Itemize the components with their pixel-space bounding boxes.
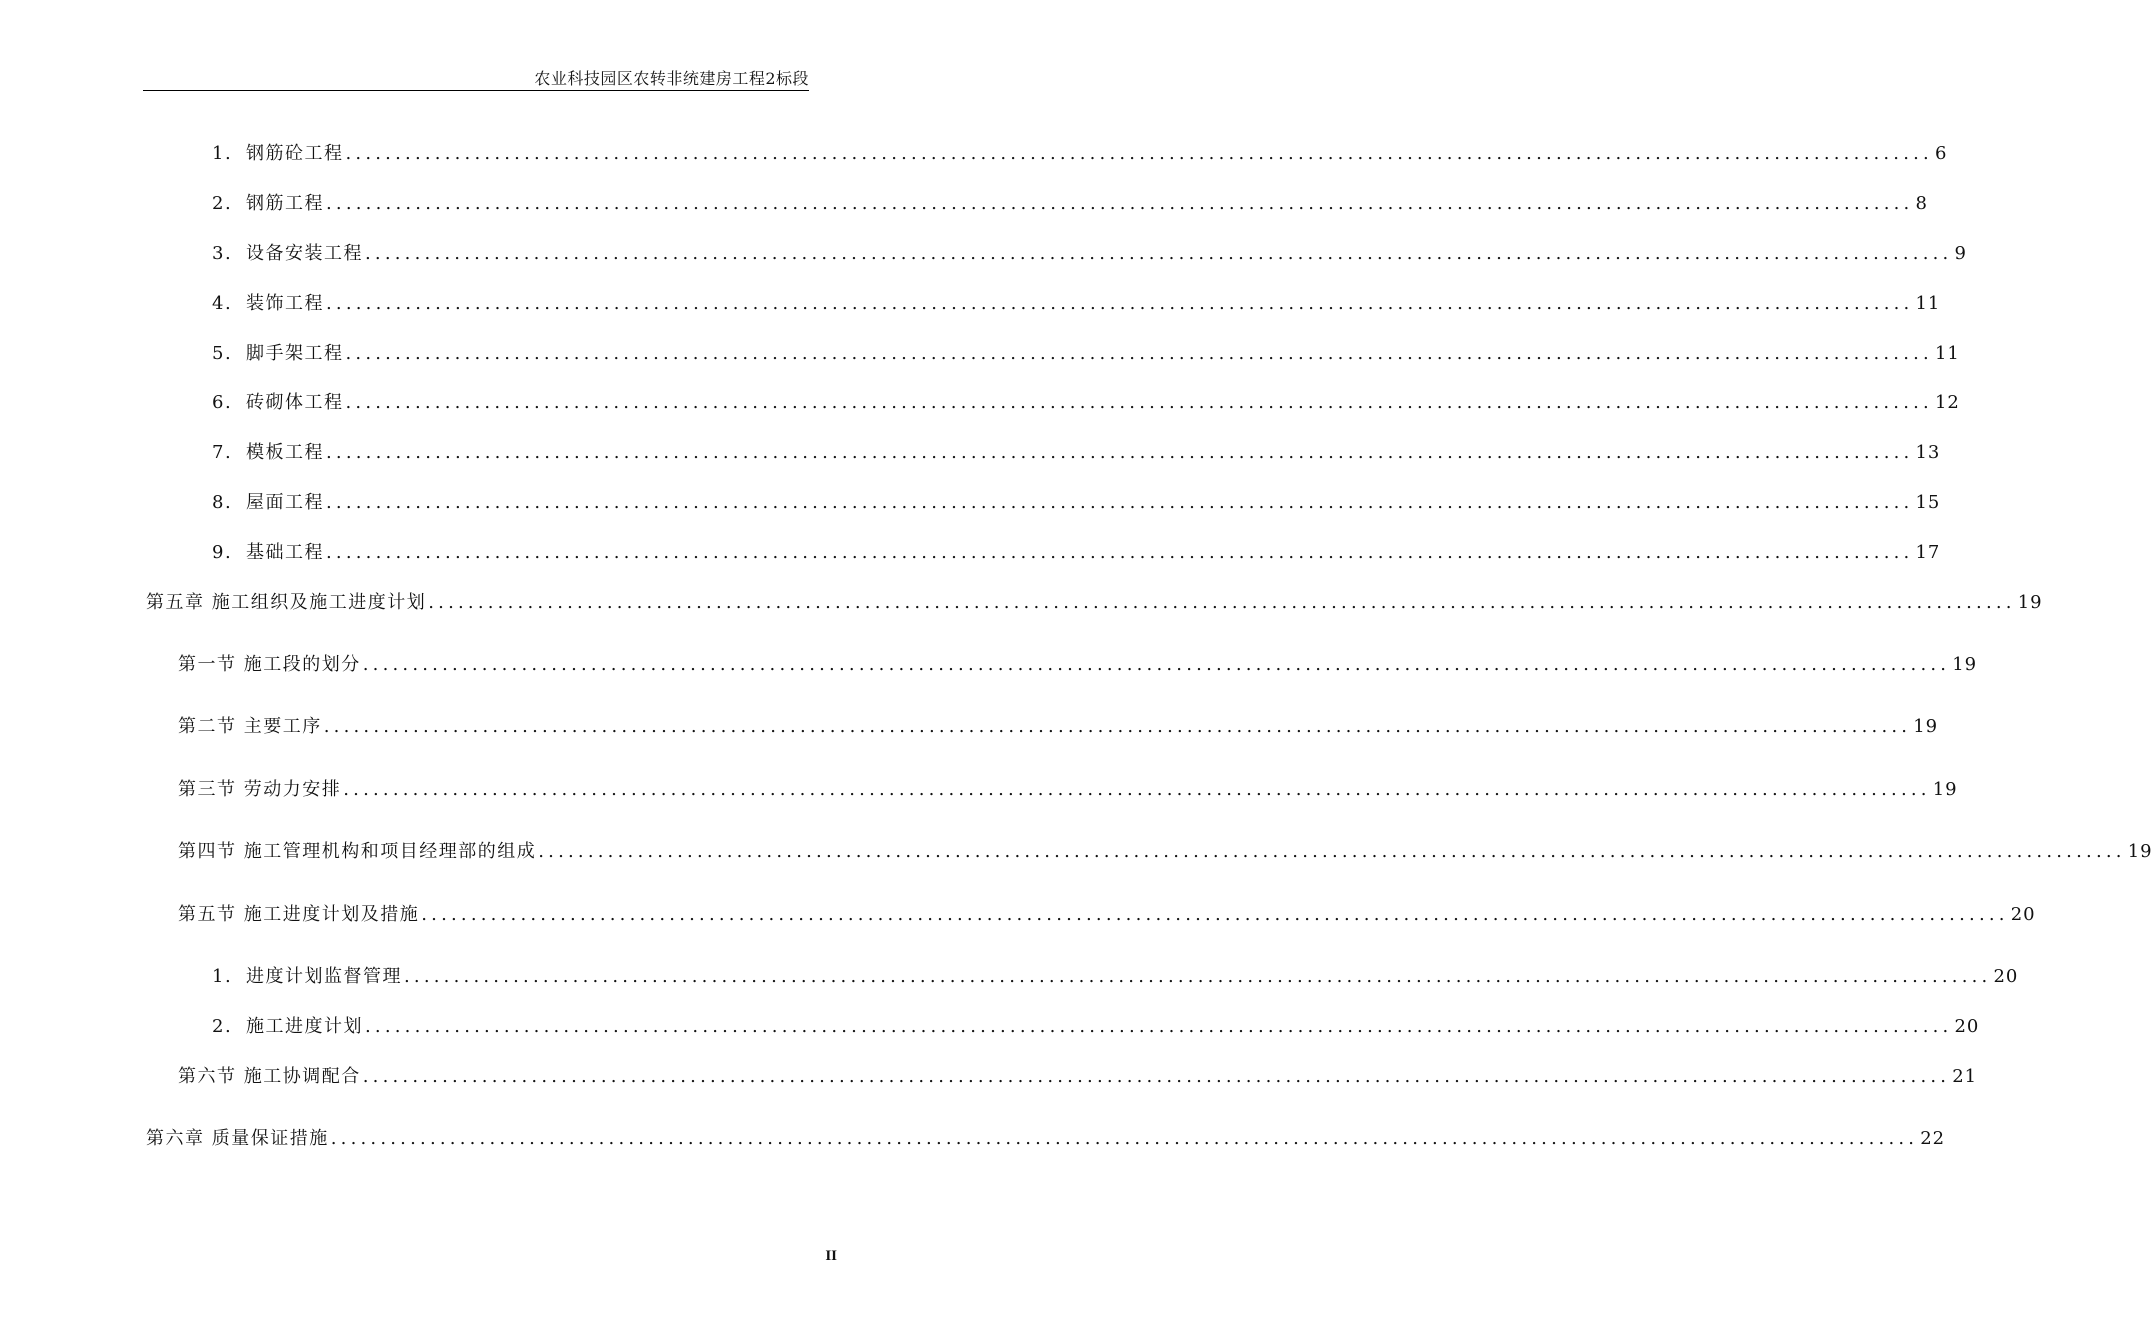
toc-dot-leader: ................................................................................................................................................................ bbox=[365, 1016, 1953, 1037]
toc-entry bbox=[212, 538, 1941, 564]
toc-dot-leader: ................................................................................................................................................................ bbox=[362, 654, 1951, 675]
toc-entry-page: 6 bbox=[1934, 143, 1948, 164]
toc-entry bbox=[212, 339, 1960, 365]
toc-entry-page: 20 bbox=[1993, 966, 2019, 987]
toc-dot-leader: ................................................................................................................................................................ bbox=[323, 716, 1912, 737]
toc-dot-leader: ................................................................................................................................................................ bbox=[326, 442, 1914, 463]
toc-dot-leader: ................................................................................................................................................................ bbox=[345, 343, 1933, 364]
toc-entry-number: 1. bbox=[212, 966, 233, 987]
toc-entry-number: 3. bbox=[212, 243, 233, 264]
toc-entry-page: 11 bbox=[1934, 343, 1960, 364]
toc-entry-title: 第三节 劳动力安排 bbox=[178, 779, 342, 800]
toc-entry-page: 8 bbox=[1915, 193, 1928, 214]
toc-entry bbox=[212, 388, 1960, 414]
toc-entry-number: 1. bbox=[212, 143, 233, 164]
toc-entry bbox=[212, 239, 1967, 265]
toc-entry bbox=[212, 438, 1941, 464]
toc-entry-page: 15 bbox=[1915, 492, 1941, 513]
toc-dot-leader: ................................................................................................................................................................ bbox=[326, 492, 1914, 513]
toc-dot-leader: ................................................................................................................................................................ bbox=[343, 779, 1931, 800]
toc-entry-number: 4. bbox=[212, 293, 233, 314]
toc-entry-title: 装饰工程 bbox=[246, 293, 324, 314]
toc-entry-title: 屋面工程 bbox=[246, 492, 324, 513]
toc-entry-title: 钢筋砼工程 bbox=[246, 143, 344, 164]
toc-dot-leader: ................................................................................................................................................................ bbox=[330, 1128, 1919, 1149]
toc-entry-page: 19 bbox=[1913, 716, 1939, 737]
toc-entry-page: 13 bbox=[1915, 442, 1941, 463]
toc-entry bbox=[212, 962, 2019, 988]
toc-entry-page: 20 bbox=[2010, 904, 2036, 925]
toc-dot-leader: ................................................................................................................................................................ bbox=[345, 143, 1933, 164]
toc-entry bbox=[212, 139, 1948, 165]
toc-entry-title: 施工进度计划 bbox=[246, 1016, 363, 1037]
page-number: II bbox=[825, 1248, 837, 1264]
toc-entry-page: 19 bbox=[2017, 592, 2043, 613]
toc-entry-title: 第二节 主要工序 bbox=[178, 716, 322, 737]
toc-entry-title: 脚手架工程 bbox=[246, 343, 344, 364]
toc-dot-leader: ................................................................................................................................................................ bbox=[421, 904, 2009, 925]
toc-dot-leader: ................................................................................................................................................................ bbox=[326, 193, 1914, 214]
toc-entry-title: 基础工程 bbox=[246, 542, 324, 563]
toc-entry-page: 19 bbox=[1932, 779, 1958, 800]
toc-entry-page: 22 bbox=[1920, 1128, 1946, 1149]
toc-entry-title: 第六章 质量保证措施 bbox=[146, 1128, 329, 1149]
toc-entry-number: 5. bbox=[212, 343, 233, 364]
toc-entry bbox=[178, 1062, 1978, 1088]
toc-entry-title: 设备安装工程 bbox=[246, 243, 363, 264]
toc-entry-title: 砖砌体工程 bbox=[246, 392, 344, 413]
toc-entry bbox=[178, 775, 1958, 801]
toc-entry bbox=[212, 289, 1941, 315]
toc-entry-page: 11 bbox=[1915, 293, 1941, 314]
toc-entry-page: 21 bbox=[1952, 1066, 1978, 1087]
toc-entry bbox=[212, 189, 1928, 215]
toc-entry bbox=[212, 488, 1941, 514]
toc-entry-page: 20 bbox=[1954, 1016, 1980, 1037]
toc-entry-title: 第四节 施工管理机构和项目经理部的组成 bbox=[178, 841, 537, 862]
toc-entry-number: 2. bbox=[212, 1016, 233, 1037]
toc-entry-page: 19 bbox=[2127, 841, 2153, 862]
toc-entry bbox=[146, 1124, 1946, 1150]
toc-entry-title: 进度计划监督管理 bbox=[246, 966, 402, 987]
toc-entry-number: 9. bbox=[212, 542, 233, 563]
toc-entry-title: 第五节 施工进度计划及措施 bbox=[178, 904, 420, 925]
toc-entry-title: 第一节 施工段的划分 bbox=[178, 654, 361, 675]
toc-entry bbox=[146, 588, 2043, 614]
toc-entry-page: 12 bbox=[1934, 392, 1960, 413]
toc-entry-title: 钢筋工程 bbox=[246, 193, 324, 214]
toc-entry-number: 6. bbox=[212, 392, 233, 413]
toc-entry bbox=[178, 712, 1939, 738]
toc-entry-title: 第六节 施工协调配合 bbox=[178, 1066, 361, 1087]
toc-entry bbox=[178, 837, 2153, 863]
toc-entry-number: 2. bbox=[212, 193, 233, 214]
toc-entry-page: 9 bbox=[1954, 243, 1967, 264]
toc-dot-leader: ................................................................................................................................................................ bbox=[345, 392, 1933, 413]
toc-dot-leader: ................................................................................................................................................................ bbox=[326, 293, 1914, 314]
toc-dot-leader: ................................................................................................................................................................ bbox=[428, 592, 2016, 613]
toc-dot-leader: ................................................................................................................................................................ bbox=[538, 841, 2126, 862]
toc-entry bbox=[212, 1012, 1980, 1038]
toc-entry bbox=[178, 650, 1978, 676]
toc-entry-number: 8. bbox=[212, 492, 233, 513]
toc-entry bbox=[178, 900, 2036, 926]
toc-dot-leader: ................................................................................................................................................................ bbox=[362, 1066, 1951, 1087]
toc-entry-title: 第五章 施工组织及施工进度计划 bbox=[146, 592, 427, 613]
header-title: 农业科技园区农转非统建房工程2标段 bbox=[534, 69, 809, 88]
toc-entry-page: 17 bbox=[1915, 542, 1941, 563]
toc-dot-leader: ................................................................................................................................................................ bbox=[365, 243, 1953, 264]
toc-entry-number: 7. bbox=[212, 442, 233, 463]
toc-dot-leader: ................................................................................................................................................................ bbox=[326, 542, 1914, 563]
toc-entry-page: 19 bbox=[1952, 654, 1978, 675]
toc-entry-title: 模板工程 bbox=[246, 442, 324, 463]
toc-dot-leader: ................................................................................................................................................................ bbox=[404, 966, 1992, 987]
